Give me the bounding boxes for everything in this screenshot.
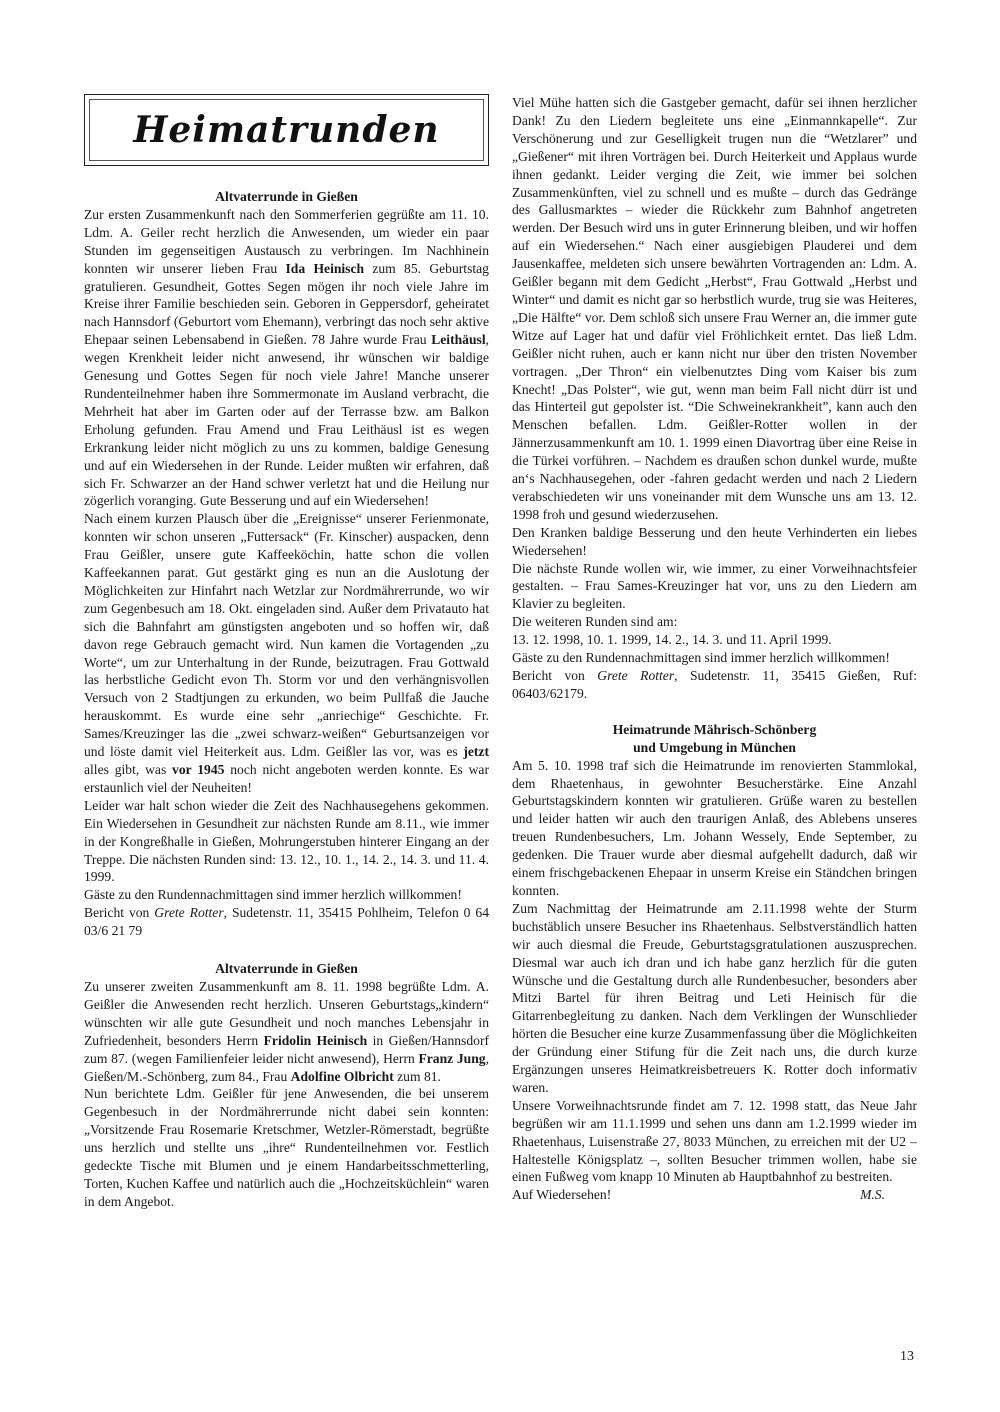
- report-credit: Bericht von Grete Rotter, Sudetenstr. 11, 35415 Gießen, Ruf: 06403/62179.: [512, 668, 917, 701]
- emphasis: jetzt: [463, 744, 489, 760]
- right-column: [512, 94, 917, 1204]
- paragraph: Leider war halt schon wieder die Zeit des Nachhausegehens gekommen. Ein Wiedersehen in Gesundheit zur nächsten Runde am 8.11., wie immer in der Kongreßhalle in Gießen, Mohrungerstuben hinterer Eingang an der Treppe. Die nächsten Runden sind: 13. 12., 10. 1., 14. 2., 14. 3. und 11. 4. 1999.: [84, 797, 489, 885]
- section-heading: Altvaterrunde in Gießen: [215, 961, 358, 977]
- paragraph: Unsere Vorweihnachtsrunde findet am 7. 12. 1998 statt, das Neue Jahr begrüßen wir am 11.1.1999 und sehen uns dann am 1.2.1999 wieder im Rhaetenhaus, Luisenstraße 27, 8033 München, zu erreichen mit der U2 – Haltestelle Königsplatz –, sollten Besucher trimmen wollen, habe sie einen Fußweg vom knapp 10 Minuten ab Hauptbahnhof zu bestreiten.: [512, 1097, 917, 1185]
- section-heading: Altvaterrunde in Gießen: [215, 189, 358, 204]
- paragraph: Zur ersten Zusammenkunft nach den Sommerferien gegrüßte am 11. 10. Ldm. A. Geiler recht herzlich die Anwesenden, um wieder ein paar Stunden im gegenseitigen Austausch zu verbringen. Im Nachhinein konnten wir unserer lieben Frau Ida Heinisch zum 85. Geburtstag gratulieren. Gesundheit, Gottes Segen mögen ihr noch viele Jahre im Kreise ihrer Familie beschieden sein. Geboren in Geppersdorf, geheiratet nach Hannsdorf (Geburtort vom Ehemann), verbringt das noch sehr aktive Ehepaar seinen Lebensabend in Gießen. 78 Jahre wurde Frau Leithäusl, wegen Krenkheit leider nicht anwesend, ihr wünschen wir baldige Genesung und Gottes Segen für noch viele Jahre! Manche unserer Rundenteilnehmer haben ihre Sommermonate im Ausland verbracht, die Mehrheit hat aber im Garten oder auf der Terrasse bzw. am Balkon Erholung gefunden. Frau Amend und Frau Leithäusl ist es wegen Erkrankung leider nicht möglich zu uns zu kommen, baldige Genesung und auf ein Wiedersehen in der Runde. Leider mußten wir erfahren, daß sich Fr. Schwarzer an der Hand schwer verletzt hat und die Heilung nur zögerlich voranging. Gute Besserung und auf ein Wiedersehen!: [84, 206, 489, 509]
- paragraph: Die weiteren Runden sind am:: [512, 614, 678, 630]
- left-column: [84, 94, 489, 1211]
- author-name: Grete Rotter: [154, 905, 224, 921]
- highlighted-name: Franz Jung: [418, 1050, 486, 1066]
- paragraph: Gäste zu den Rundennachmittagen sind immer herzlich willkommen!: [84, 887, 462, 903]
- closing-line: [512, 1186, 917, 1204]
- paragraph: 13. 12. 1998, 10. 1. 1999, 14. 2., 14. 3. und 11. April 1999.: [512, 632, 832, 648]
- section-heading-line1: Heimatrunde Mährisch-Schönberg: [612, 721, 817, 737]
- highlighted-name: Ida Heinisch: [285, 260, 365, 276]
- paragraph: Nun berichtete Ldm. Geißler für jene Anwesenden, die bei unserem Gegenbesuch in der Nordmährerrunde nicht dabei sein konnten: „Vorsitzende Frau Rosemarie Kretschmer, Wetzler-Römerstadt, begrüßte uns herzlich und stellte uns „ihre“ Rundenteilnehmen vor. Festlich gedeckte Tische mit Blumen und je einem Handarbeitsschmetterling, Torten, Kuchen Kaffee und natürlich auch die „Hochzeitsküchlein“ waren in dem Angebot.: [84, 1086, 489, 1209]
- emphasis: vor 1945: [172, 762, 225, 777]
- paragraph: Gäste zu den Rundennachmittagen sind immer herzlich willkommen!: [512, 650, 890, 666]
- report-credit: Bericht von Grete Rotter, Sudetenstr. 11, 35415 Pohlheim, Telefon 0 64 03/6 21 79: [84, 905, 490, 939]
- page-number: 13: [900, 1349, 914, 1364]
- heimatrunden-banner: [84, 94, 489, 166]
- paragraph: Am 5. 10. 1998 traf sich die Heimatrunde im renovierten Stammlokal, dem Rhaetenhaus, in gewohnter Besucherstärke. Eine Anzahl Geburtstagskindern konnten wir gratulieren. Grüße waren zu bestellen und leider hatten wir auch den traurigen Anlaß, des Ablebens unseres treuen Rundenbesuchers, Lm. Johann Wessely, Ende September, zu gedenken. Die Trauer wurde aber diesmal aufgehellt dadurch, daß wir einem frischgebackenen Ehepaar in unserm Kreise ein Ständchen bringen konnten.: [512, 757, 917, 898]
- highlighted-name: Adolfine Olbricht: [290, 1068, 394, 1084]
- author-name: Grete Rotter: [597, 668, 675, 683]
- paragraph: Zu unserer zweiten Zusammenkunft am 8. 11. 1998 begrüßte Ldm. A. Geißler die Anwesenden recht herzlich. Unseren Geburtstags„kindern“ wünschten wir alle gute Gesundheit und noch manches Lebensjahr in Zufriedenheit, besonders Herrn Fridolin Heinisch in Gießen/Hannsdorf zum 87. (wegen Familienfeier leider nicht anwesend), Herrn Franz Jung, Gießen/M.-Schönberg, zum 84., Frau Adolfine Olbricht zum 81.: [84, 978, 490, 1084]
- paragraph: Zum Nachmittag der Heimatrunde am 2.11.1998 wehte der Sturm buchstäblich unsere Besucher ins Rhaetenhaus. Selbstverständlich hatten wir auch diesmal die Freude, Geburtstagsgratulationen auszusprechen. Diesmal war auch ich dran und ich habe ganz herzlich für die guten Wünsche und die Gestaltung durch alle Rundenbesucher, besonders aber Mitzi Bartel für ihren Beitrag und Leti Heinisch für die Gitarrenbegleitung zu danken. Nach dem Verklingen der Wunschlieder hörten die Besucher eine kurze Zusammenfassung über die Möglichkeiten der Gründung einer Stifung für die Zeit nach uns, die durch kurze Ergänzungen unseres Heimatkreisbetreuers K. Rotter doch informativ waren.: [512, 900, 917, 1095]
- signature: M.S.: [860, 1187, 885, 1203]
- section-heading-line2: und Umgebung in München: [633, 739, 796, 755]
- paragraph: Nach einem kurzen Plausch über die „Ereignisse“ unserer Ferienmonate, konnten wir schon unseren „Futtersack“ (Fr. Kinscher) auspacken, denn Frau Geißler, unsere gute Kaffeeköchin, hatte schon die vollen Kaffeekannen parat. Gut gestärkt ging es nun an die Auslotung der Möglichkeiten zur Hinfahrt nach Wetzlar zur Nordmährerrunde, wo wir zum Gegenbesuch am 18. Okt. eingeladen sind. Außer dem Privatauto hat sich die Bahnfahrt am günstigsten angeboten und so hoffen wir, daß davon rege Gebrauch gemacht wird. Nun kamen die Vortagenden „zu Worte“, um zur Unterhaltung in der Runde, beizutragen. Frau Gottwald las herbstliche Gedicht evon Th. Storm vor und den verhängnisvollen Versuch von 2 Stadtjungen zu erkunden, wo beim Pullfaß die Jauche herauskommt. Es wurde eine sehr „anriechige“ Geschichte. Fr. Sames/Kreuzinger las die „zwei schwarz-weißen“ Geburtsanzeigen vor und löste damit viel Heiterkeit aus. Ldm. Geißler las vor, was es jetzt alles gibt, was vor 1945 noch nicht angeboten werden konnte. Es war erstaunlich viel der Neuheiten!: [84, 511, 489, 795]
- farewell: Auf Wiedersehen!: [512, 1187, 612, 1203]
- paragraph: Die nächste Runde wollen wir, wie immer, zu einer Vorweihnachtsfeier gestalten. – Frau Sames-Kreuzinger hat vor, uns zu den Liedern am Klavier zu begleiten.: [512, 560, 917, 612]
- paragraph: Viel Mühe hatten sich die Gastgeber gemacht, dafür sei ihnen herzlicher Dank! Zu den Liedern begleitete uns eine „Einmannkapelle“. Zur Verschönerung und zur Geselligkeit trugen nun die “Wetzlarer” und „Gießener“ mit ihren Vorträgen bei. Durch Heiterkeit und Applaus wurde ihnen gedankt. Leider verging die Zeit, wie immer bei solchen Zusammenkünften, viel zu schnell und es mußte – durch das Gedränge des Gallusmarktes – wieder die Rückkehr zum Bahnhof angetreten werden. Der Besuch wird uns in guter Erinnerung bleiben, und wir hoffen auf ein Wiedersehen.“ Nach einer ausgiebigen Plauderei und dem Jausenkaffee, meldeten sich unsere bewährten Vortragenden an: Ldm. A. Geißler begann mit dem Gedicht „Herbst“, Frau Gottwald „Herbst und Winter“ und damit es nicht gar so herbstlich wurde, trug sie was Heiteres, „Die Hälfte“ vor. Dem schloß sich unsere Frau Werner an, die immer gute Witze auf Lager hat und dafür viel Fröhlichkeit erntet. Das ließ Ldm. Geißler nicht ruhen, auch er kann nicht nur über den tristen November vortragen. „Der Thron“ ein vielbenutztes Ding vom Kaiser bis zum Knecht! „Das Polster“, wie gut, wenn man beim Fall nicht dürr ist und das Hinterteil gut gepolster ist. “Die Schweinekrankheit”, kann auch den Menschen befallen. Ldm. Geißler-Rotter wollen in der Jännerzusammenkunft am 10. 1. 1999 einen Diavortrag über eine Reise in die Türkei vorführen. – Nachdem es draußen schon dunkel wurde, mußte an‘s Nachhausegehen, oder -fahren gedacht werden und nach 2 Liedern verabschiedeten wir uns voneinander mit dem Wunsche uns am 13. 12. 1998 froh und gesund wiederzusehen.: [512, 95, 917, 522]
- paragraph: Den Kranken baldige Besserung und den heute Verhinderten ein liebes Wiedersehen!: [512, 524, 917, 558]
- banner-title: Heimatrunden: [133, 109, 440, 151]
- highlighted-name: Leithäusl: [431, 332, 486, 348]
- highlighted-name: Fridolin Heinisch: [263, 1032, 368, 1048]
